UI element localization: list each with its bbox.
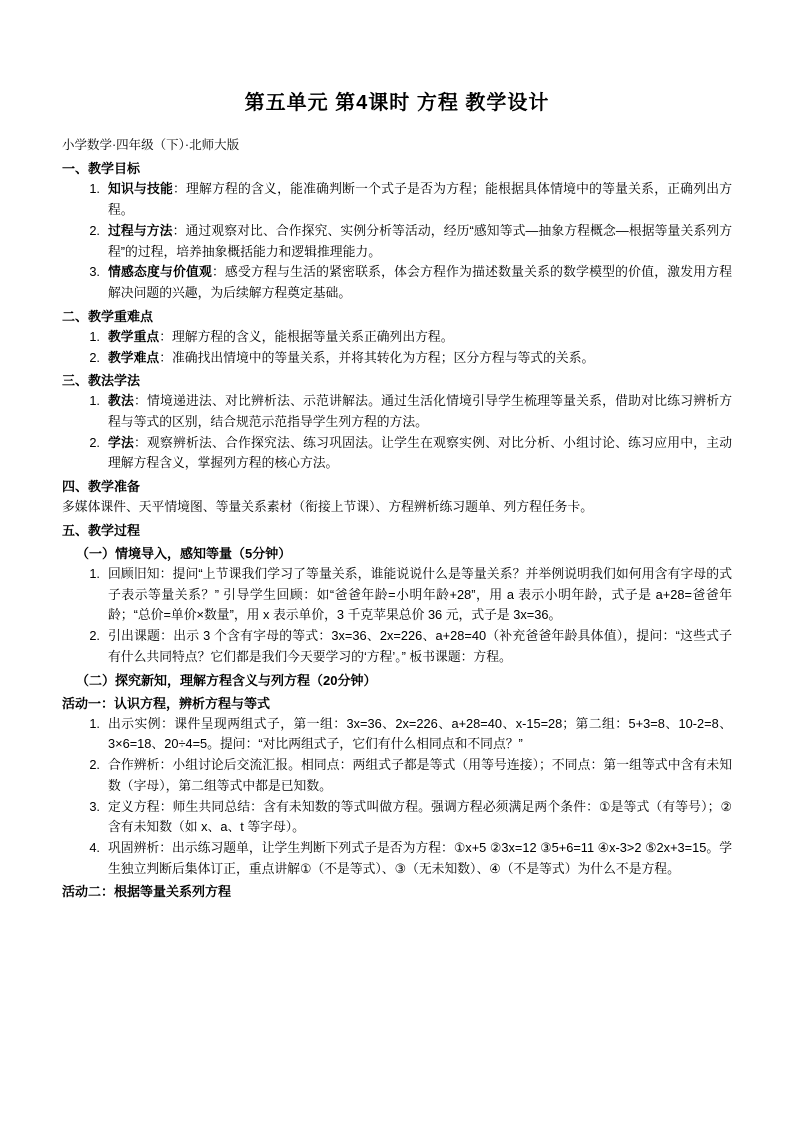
item-label: 情感态度与价值观 [108, 264, 213, 280]
list-number: 3. [89, 264, 100, 280]
list-item [62, 626, 732, 667]
item-text: ：感受方程与生活的紧密联系，体会方程作为描述数量关系的数学模型的价值，激发用方程解决问题的兴趣，为后续解方程奠定基础。 [108, 264, 733, 301]
item-label: 教法 [108, 393, 135, 409]
item-text: 巩固辨析：出示练习题单，让学生判断下列式子是否为方程：①x+5 ②3x=12 ③5+6=11 ④x-3>2 ⑤2x+3=15。学生独立判断后集体订正，重点讲解①（不是等式）、③（无未知数）、④（不是等式）为什么不是方程。 [108, 840, 732, 876]
list-item [62, 391, 732, 432]
list-item [62, 797, 732, 838]
item-text: ：通过观察对比、合作探究、实例分析等活动，经历“感知等式—抽象方程概念—根据等量关系列方程”的过程，培养抽象概括能力和逻辑推理能力。 [108, 222, 733, 259]
list-item [62, 433, 732, 474]
item-text: ：理解方程的含义，能根据等量关系正确列出方程。 [159, 328, 454, 344]
list-item [62, 755, 732, 796]
activity-one-heading: 活动一：认识方程，辨析方程与等式 [62, 695, 271, 711]
list-item [62, 179, 732, 220]
item-text: ：情境递进法、对比辨析法、示范讲解法。通过生活化情境引导学生梳理等量关系，借助对比练习辨析方程与等式的区别，结合规范示范指导学生列方程的方法。 [108, 393, 733, 429]
list-number: 1. [89, 715, 100, 731]
list-item [62, 714, 732, 755]
section-heading-process: 五、教学过程 [62, 522, 141, 538]
item-text: 合作辨析：小组讨论后交流汇报。相同点：两组式子都是等式（用等号连接）；不同点：第一组等式中含有未知数（字母），第二组等式中都是已知数。 [108, 757, 732, 793]
item-label: 教学难点 [108, 349, 160, 365]
item-label: 过程与方法 [108, 222, 173, 238]
item-label: 学法 [108, 434, 135, 450]
activity-one-steps-list [62, 714, 732, 880]
page-title: 第五单元 第4课时 方程 教学设计 [244, 92, 550, 114]
item-text: ：准确找出情境中的等量关系，并将其转化为方程；区分方程与等式的关系。 [159, 349, 595, 365]
item-text: 定义方程：师生共同总结：含有未知数的等式叫做方程。强调方程必须满足两个条件：①是等式（有等号）；②含有未知数（如 x、a、t 等字母）。 [108, 798, 732, 835]
methods-list [62, 391, 732, 474]
list-number: 1. [89, 393, 100, 409]
list-number: 2. [89, 349, 100, 365]
item-text: 回顾旧知：提问“上节课我们学习了等量关系，谁能说说什么是等量关系？并举例说明我们如何用含有字母的式子表示等量关系？” 引导学生回顾：如“爸爸年龄=小明年龄+28”，用 a 表示小明年龄，式子是 a+28=爸爸年龄；“总价=单价×数量”，用 x 表示单价，3 千克苹果总价 36 元，式子是 3x=36。 [108, 566, 732, 623]
list-item [62, 564, 732, 626]
list-number: 1. [89, 181, 100, 197]
goals-list [62, 179, 732, 303]
section-heading-methods: 三、教法学法 [62, 373, 141, 389]
section-heading-preparation: 四、教学准备 [62, 479, 141, 495]
list-number: 1. [89, 328, 100, 344]
subsection-heading-intro: （一）情境导入，感知等量（5分钟） [76, 545, 292, 561]
document-subtitle: 小学数学·四年级（下）·北师大版 [62, 138, 240, 152]
item-text: ：理解方程的含义，能准确判断一个式子是否为方程；能根据具体情境中的等量关系，正确列出方程。 [108, 181, 733, 218]
list-number: 2. [89, 222, 100, 238]
item-label: 知识与技能 [108, 181, 174, 197]
list-item [62, 327, 732, 348]
item-text: 引出课题：出示 3 个含有字母的等式：3x=36、2x=226、a+28=40（补充爸爸年龄具体值），提问：“这些式子有什么共同特点？它们都是我们今天要学习的‘方程’。” 板书课题：方程。 [108, 628, 732, 664]
activity-two-heading: 活动二：根据等量关系列方程 [62, 884, 232, 900]
list-number: 1. [89, 566, 100, 581]
list-item [62, 348, 732, 369]
key-points-list [62, 327, 732, 368]
list-item [62, 262, 732, 303]
intro-steps-list [62, 564, 732, 668]
list-number: 4. [89, 840, 100, 855]
subsection-heading-explore: （二）探究新知，理解方程含义与列方程（20分钟） [76, 672, 377, 688]
list-item [62, 838, 732, 879]
list-number: 2. [89, 757, 100, 773]
list-number: 2. [89, 628, 100, 644]
item-text: ：观察辨析法、合作探究法、练习巩固法。让学生在观察实例、对比分析、小组讨论、练习应用中，主动理解方程含义，掌握列方程的核心方法。 [108, 434, 733, 471]
item-text: 出示实例：课件呈现两组式子，第一组：3x=36、2x=226、a+28=40、x-15=28；第二组：5+3=8、10-2=8、3×6=18、20÷4=5。提问：“对比两组式子，它们有什么相同点和不同点？” [108, 715, 732, 752]
item-label: 教学重点 [108, 328, 160, 344]
list-item [62, 221, 732, 262]
section-heading-goals: 一、教学目标 [62, 161, 141, 177]
preparation-text: 多媒体课件、天平情境图、等量关系素材（衔接上节课）、方程辨析练习题单、列方程任务卡。 [62, 499, 594, 515]
section-heading-key-points: 二、教学重难点 [62, 308, 154, 324]
list-number: 2. [89, 434, 100, 450]
list-number: 3. [89, 798, 100, 814]
